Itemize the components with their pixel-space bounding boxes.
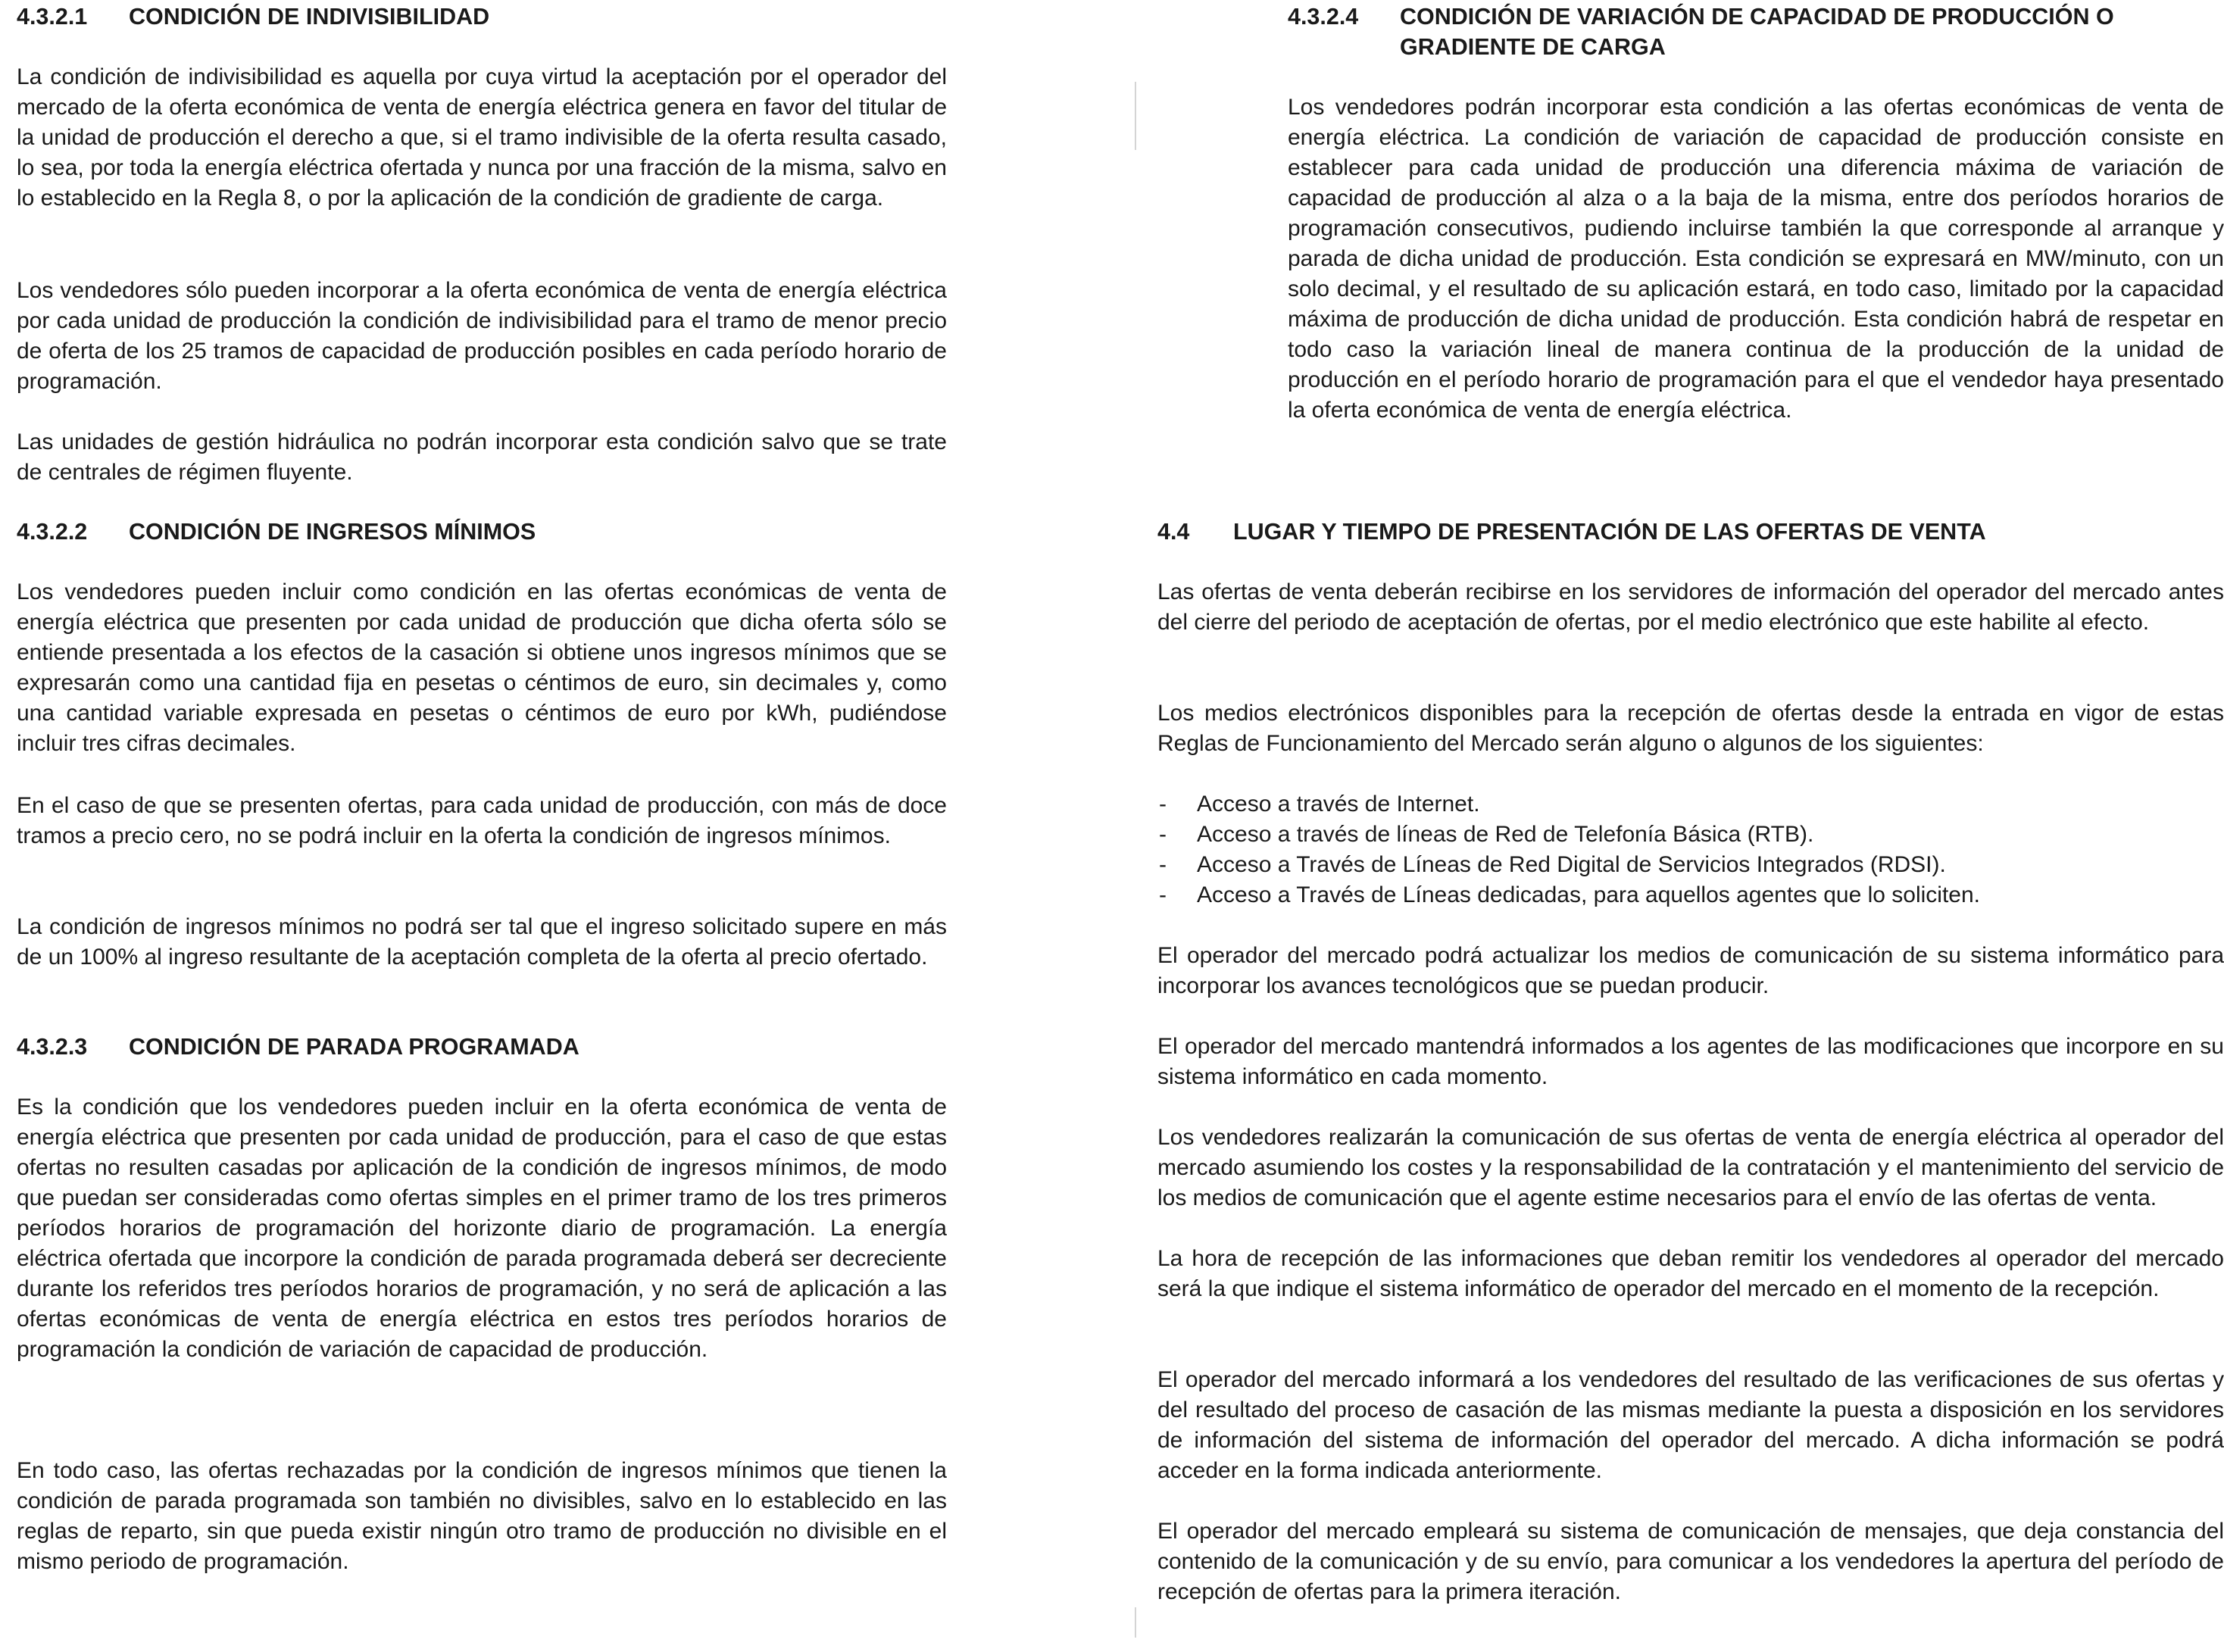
paragraph-block bbox=[1288, 92, 2224, 426]
paragraph-block bbox=[1157, 1516, 2224, 1607]
bullet-list-block bbox=[1157, 789, 2224, 910]
paragraph: El operador del mercado podrá actualizar los medios de comunicación de su sistema informático para incorporar los avances tecnológicos que se puedan producir. bbox=[1157, 943, 2224, 998]
paragraph-block bbox=[1157, 941, 2224, 1001]
list-item bbox=[1157, 820, 2224, 850]
paragraph-block bbox=[1157, 577, 2224, 638]
paragraph-block bbox=[1157, 1244, 2224, 1304]
list-item-text: Acceso a Través de Líneas de Red Digital de Servicios Integrados (RDSI). bbox=[1197, 852, 1946, 877]
bullet-dash: - bbox=[1159, 882, 1167, 907]
paragraph-block bbox=[17, 1456, 947, 1577]
list-item bbox=[1157, 850, 2224, 880]
paragraph: Los vendedores realizarán la comunicación de sus ofertas de venta de energía eléctrica al operador del mercado asumiendo los costes y la responsabilidad de la contratación y el mantenimiento del servicio de los medios de comunicación que el agente estime necesarios para el envío de las ofertas de venta. bbox=[1157, 1125, 2224, 1210]
section-number: 4.4 bbox=[1157, 519, 1190, 545]
paragraph-block bbox=[17, 1092, 947, 1365]
bullet-dash: - bbox=[1159, 822, 1167, 847]
section-heading bbox=[1288, 2, 2224, 62]
scan-mark bbox=[1135, 1607, 1136, 1638]
list-item bbox=[1157, 880, 2224, 910]
paragraph-block bbox=[1157, 1032, 2224, 1092]
section-title: LUGAR Y TIEMPO DE PRESENTACIÓN DE LAS OFERTAS DE VENTA bbox=[1233, 519, 1986, 545]
paragraph-block bbox=[17, 912, 947, 973]
paragraph-block bbox=[1157, 1365, 2224, 1486]
scan-mark bbox=[1135, 82, 1136, 150]
paragraph-block bbox=[1157, 698, 2224, 759]
section-title: CONDICIÓN DE PARADA PROGRAMADA bbox=[129, 1034, 579, 1060]
paragraph-block bbox=[17, 276, 947, 397]
paragraph: En todo caso, las ofertas rechazadas por la condición de ingresos mínimos que tienen la condición de parada programada son también no divisibles, salvo en lo establecido en las reglas de reparto, sin que pueda existir ningún otro tramo de producción no divisible en el mismo periodo de programación. bbox=[17, 1458, 947, 1574]
paragraph: Los vendedores sólo pueden incorporar a la oferta económica de venta de energía eléctrica por cada unidad de producción la condición de indivisibilidad para el tramo de menor precio de oferta de los 25 tramos de capacidad de producción posibles en cada período horario de programación. bbox=[17, 278, 947, 394]
list-item-text: Acceso a través de líneas de Red de Telefonía Básica (RTB). bbox=[1197, 822, 1814, 847]
section-number: 4.3.2.2 bbox=[17, 519, 88, 545]
section-number: 4.3.2.1 bbox=[17, 4, 88, 30]
section-title: CONDICIÓN DE VARIACIÓN DE CAPACIDAD DE PRODUCCIÓN O GRADIENTE DE CARGA bbox=[1400, 4, 2114, 60]
list-item-text: Acceso a Través de Líneas dedicadas, para aquellos agentes que lo soliciten. bbox=[1197, 882, 1981, 907]
bullet-dash: - bbox=[1159, 852, 1167, 877]
paragraph: Los vendedores podrán incorporar esta condición a las ofertas económicas de venta de energía eléctrica. La condición de variación de capacidad de producción consiste en establecer para cada unidad de producción una diferencia máxima de variación de capacidad de producción al alza o a la baja de la misma, entre dos períodos horarios de programación consecutivos, pudiendo incluirse también la que corresponde al arranque y parada de dicha unidad de producción. Esta condición se expresará en MW/minuto, con un solo decimal, y el resultado de su aplicación estará, en todo caso, limitado por la capacidad máxima de producción de dicha unidad de producción. Esta condición habrá de respetar en todo caso la variación lineal de manera continua de la producción de la unidad de producción en el período horario de programación para el que el vendedor haya presentado la oferta económica de venta de energía eléctrica. bbox=[1288, 95, 2224, 423]
section-4-3-2-1-heading-block bbox=[17, 2, 947, 32]
section-4-4-heading-block bbox=[1157, 517, 2224, 547]
section-4-3-2-4-heading-block bbox=[1288, 2, 2224, 62]
paragraph: La condición de indivisibilidad es aquella por cuya virtud la aceptación por el operador del mercado de la oferta económica de venta de energía eléctrica genera en favor del titular de la unidad de producción el derecho a que, si el tramo indivisible de la oferta resulta casado, lo sea, por toda la energía eléctrica ofertada y nunca por una fracción de la misma, salvo en lo establecido en la Regla 8, o por la aplicación de la condición de gradiente de carga. bbox=[17, 64, 947, 211]
section-number: 4.3.2.3 bbox=[17, 1034, 88, 1060]
section-4-3-2-2-heading-block bbox=[17, 517, 947, 547]
paragraph-block bbox=[1157, 1123, 2224, 1213]
paragraph: Los medios electrónicos disponibles para la recepción de ofertas desde la entrada en vigor de estas Reglas de Funcionamiento del Mercado serán alguno o algunos de los siguientes: bbox=[1157, 701, 2224, 756]
section-heading bbox=[17, 1032, 947, 1062]
bullet-list bbox=[1157, 789, 2224, 910]
paragraph: Las unidades de gestión hidráulica no podrán incorporar esta condición salvo que se trate de centrales de régimen fluyente. bbox=[17, 429, 947, 485]
paragraph-block bbox=[17, 577, 947, 759]
paragraph: La condición de ingresos mínimos no podrá ser tal que el ingreso solicitado supere en más de un 100% al ingreso resultante de la aceptación completa de la oferta al precio ofertado. bbox=[17, 914, 947, 970]
paragraph: El operador del mercado empleará su sistema de comunicación de mensajes, que deja constancia del contenido de la comunicación y de su envío, para comunicar a los vendedores la apertura del período de recepción de ofertas para la primera iteración. bbox=[1157, 1519, 2224, 1604]
paragraph: El operador del mercado mantendrá informados a los agentes de las modificaciones que incorpore en su sistema informático en cada momento. bbox=[1157, 1034, 2224, 1089]
list-item-text: Acceso a través de Internet. bbox=[1197, 792, 1480, 817]
section-title: CONDICIÓN DE INDIVISIBILIDAD bbox=[129, 4, 490, 30]
paragraph: En el caso de que se presenten ofertas, para cada unidad de producción, con más de doce tramos a precio cero, no se podrá incluir en la oferta la condición de ingresos mínimos. bbox=[17, 793, 947, 848]
bullet-dash: - bbox=[1159, 792, 1167, 817]
paragraph: Es la condición que los vendedores pueden incluir en la oferta económica de venta de energía eléctrica que presenten por cada unidad de producción, para el caso de que estas ofertas no resulten casadas por aplicación de la condición de ingresos mínimos, de modo que puedan ser consideradas como ofertas simples en el primer tramo de los tres primeros períodos horarios de programación del horizonte diario de programación. La energía eléctrica ofertada que incorpore la condición de parada programada deberá ser decreciente durante los referidos tres períodos horarios de programación, y no será de aplicación a las ofertas económicas de venta de energía eléctrica en estos tres períodos horarios de programación la condición de variación de capacidad de producción. bbox=[17, 1095, 947, 1362]
section-number: 4.3.2.4 bbox=[1288, 4, 1359, 30]
paragraph: Las ofertas de venta deberán recibirse en los servidores de información del operador del mercado antes del cierre del periodo de aceptación de ofertas, por el medio electrónico que este habilite al efecto. bbox=[1157, 579, 2224, 635]
section-title: CONDICIÓN DE INGRESOS MÍNIMOS bbox=[129, 519, 536, 545]
paragraph-block bbox=[17, 62, 947, 214]
section-4-3-2-3-heading-block bbox=[17, 1032, 947, 1062]
section-heading bbox=[17, 517, 947, 547]
paragraph: La hora de recepción de las informaciones que deban remitir los vendedores al operador del mercado será la que indique el sistema informático de operador del mercado en el momento de la recepción. bbox=[1157, 1246, 2224, 1301]
section-heading bbox=[17, 2, 947, 32]
paragraph: El operador del mercado informará a los vendedores del resultado de las verificaciones de sus ofertas y del resultado del proceso de casación de las mismas mediante la puesta a disposición en los servidores de información del sistema de información del operador del mercado. A dicha información se podrá acceder en la forma indicada anteriormente. bbox=[1157, 1367, 2224, 1483]
section-heading bbox=[1157, 517, 2224, 547]
list-item bbox=[1157, 789, 2224, 820]
paragraph-block bbox=[17, 791, 947, 851]
paragraph: Los vendedores pueden incluir como condición en las ofertas económicas de venta de energía eléctrica que presenten por cada unidad de producción que dicha oferta sólo se entiende presentada a los efectos de la casación si obtiene unos ingresos mínimos que se expresarán como una cantidad fija en pesetas o céntimos de euro, sin decimales y, como una cantidad variable expresada en pesetas o céntimos de euro por kWh, pudiéndose incluir tres cifras decimales. bbox=[17, 579, 947, 756]
paragraph-block bbox=[17, 427, 947, 488]
